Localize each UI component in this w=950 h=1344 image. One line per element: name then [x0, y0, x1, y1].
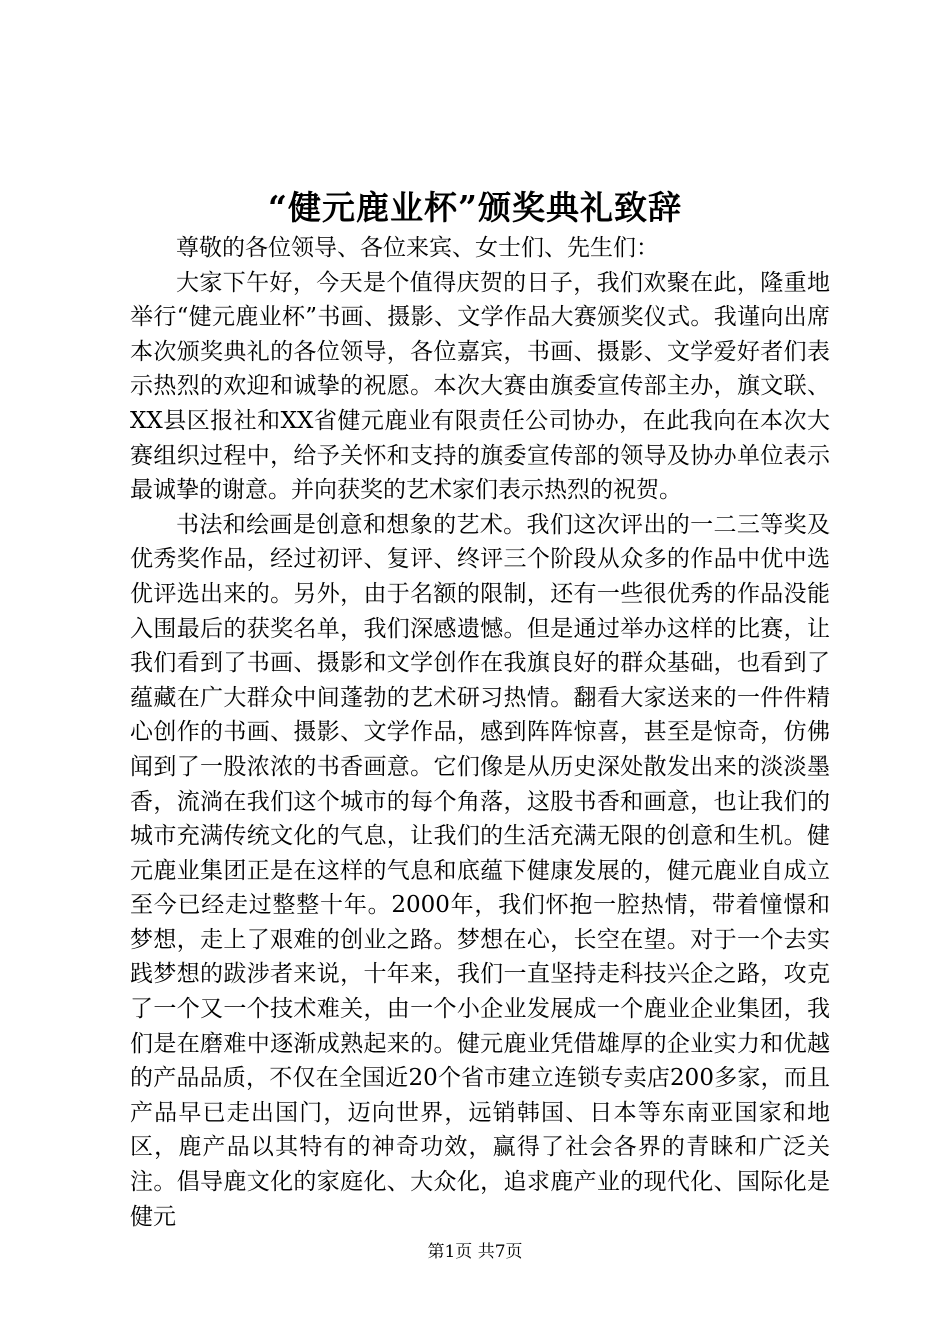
page-number-footer: 第1页 共7页 [427, 1242, 523, 1262]
document-body [130, 231, 830, 1234]
paragraph-1: 大家下午好，今天是个值得庆贺的日子，我们欢聚在此，隆重地举行“健元鹿业杯”书画、摄影、文学作品大赛颁奖仪式。我谨向出席本次颁奖典礼的各位领导，各位嘉宾，书画、摄影、文学爱好者们表示热烈的欢迎和诚挚的祝愿。本次大赛由旗委宣传部主办，旗文联、XX县区报社和XX省健元鹿业有限责任公司协办，在此我向在本次大赛组织过程中，给予关怀和支持的旗委宣传部的领导及协办单位表示最诚挚的谢意。并向获奖的艺术家们表示热烈的祝贺。 [130, 269, 830, 504]
document-title: “健元鹿业杯”颁奖典礼致辞 [268, 188, 682, 227]
paragraph-2: 书法和绘画是创意和想象的艺术。我们这次评出的一二三等奖及优秀奖作品，经过初评、复评、终评三个阶段从众多的作品中优中选优评选出来的。另外，由于名额的限制，还有一些很优秀的作品没能入围最后的获奖名单，我们深感遗憾。但是通过举办这样的比赛，让我们看到了书画、摄影和文学创作在我旗良好的群众基础，也看到了蕴藏在广大群众中间蓬勃的艺术研习热情。翻看大家送来的一件件精心创作的书画、摄影、文学作品，感到阵阵惊喜，甚至是惊奇，仿佛闻到了一股浓浓的书香画意。它们像是从历史深处散发出来的淡淡墨香，流淌在我们这个城市的每个角落，这股书香和画意，也让我们的城市充满传统文化的气息，让我们的生活充满无限的创意和生机。健元鹿业集团正是在这样的气息和底蕴下健康发展的，健元鹿业自成立至今已经走过整整十年。2000年，我们怀抱一腔热情，带着憧憬和梦想，走上了艰难的创业之路。梦想在心，长空在望。对于一个去实践梦想的跋涉者来说，十年来，我们一直坚持走科技兴企之路，攻克了一个又一个技术难关，由一个小企业发展成一个鹿业企业集团，我们是在磨难中逐渐成熟起来的。健元鹿业凭借雄厚的企业实力和优越的产品品质，不仅在全国近20个省市建立连锁专卖店200多家，而且产品早已走出国门，迈向世界，远销韩国、日本等东南亚国家和地区，鹿产品以其特有的神奇功效，赢得了社会各界的青睐和广泛关注。倡导鹿文化的家庭化、大众化，追求鹿产业的现代化、国际化是健元 [130, 511, 830, 1230]
salutation: 尊敬的各位领导、各位来宾、女士们、先生们： [176, 235, 659, 261]
